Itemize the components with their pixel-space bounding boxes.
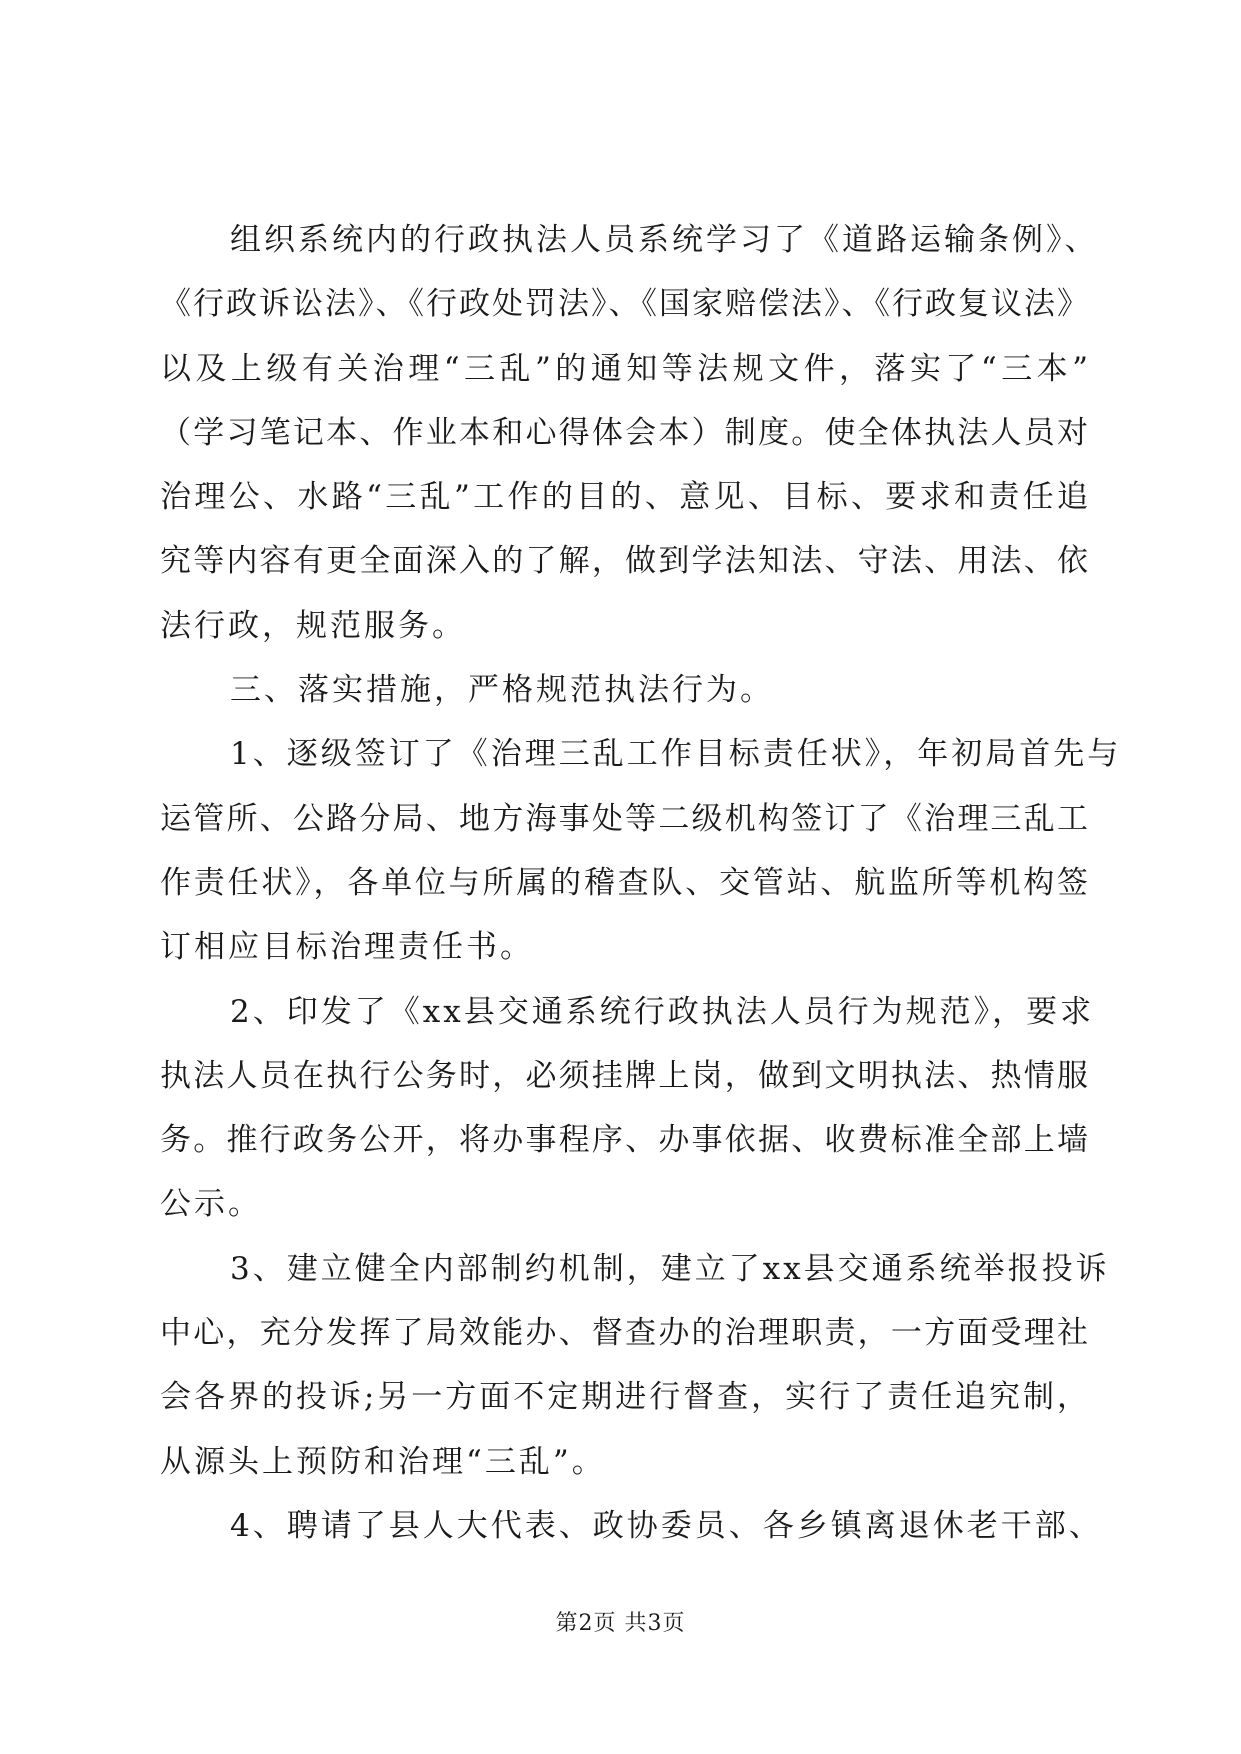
text-line: 运管所、公路分局、地方海事处等二级机构签订了《治理三乱工 bbox=[160, 800, 1088, 837]
text-line: 从源头上预防和治理“三乱”。 bbox=[160, 1443, 606, 1480]
section-heading: 三、落实措施，严格规范执法行为。 bbox=[230, 672, 774, 709]
text-line: 组织系统内的行政执法人员系统学习了《道路运输条例》、 bbox=[230, 222, 1099, 258]
text-line: 2、印发了《xx县交通系统行政执法人员行为规范》，要求 bbox=[230, 993, 1095, 1030]
text-line: 以及上级有关治理“三乱”的通知等法规文件，落实了“三本” bbox=[160, 350, 1088, 387]
text-line: 中心，充分发挥了局效能办、督查办的治理职责，一方面受理社 bbox=[160, 1315, 1088, 1352]
text-line: 作责任状》，各单位与所属的稽查队、交管站、航监所等机构签 bbox=[160, 864, 1088, 901]
text-line: 治理公、水路“三乱”工作的目的、意见、目标、要求和责任追 bbox=[160, 479, 1088, 516]
text-line: 1、逐级签订了《治理三乱工作目标责任状》，年初局首先与 bbox=[230, 736, 1122, 773]
text-line: 4、聘请了县人大代表、政协委员、各乡镇离退休老干部、 bbox=[230, 1507, 1103, 1544]
text-line: 3、建立健全内部制约机制，建立了xx县交通系统举报投诉 bbox=[230, 1250, 1110, 1287]
text-line: 法行政，规范服务。 bbox=[160, 607, 466, 644]
text-line: 《行政诉讼法》、《行政处罚法》、《国家赔偿法》、《行政复议法》 bbox=[160, 286, 1088, 323]
document-body bbox=[160, 208, 1122, 1558]
text-line: 会各界的投诉;另一方面不定期进行督查，实行了责任追究制， bbox=[160, 1379, 1088, 1416]
text-line: （学习笔记本、作业本和心得体会本）制度。使全体执法人员对 bbox=[160, 414, 1088, 451]
page-footer: 第2页 共3页 bbox=[555, 1611, 686, 1636]
text-line: 究等内容有更全面深入的了解，做到学法知法、守法、用法、依 bbox=[160, 543, 1088, 580]
text-line: 务。推行政务公开，将办事程序、办事依据、收费标准全部上墙 bbox=[160, 1122, 1088, 1159]
text-line: 公示。 bbox=[160, 1186, 262, 1223]
text-line: 执法人员在执行公务时，必须挂牌上岗，做到文明执法、热情服 bbox=[160, 1057, 1088, 1094]
text-line: 订相应目标治理责任书。 bbox=[160, 929, 534, 966]
